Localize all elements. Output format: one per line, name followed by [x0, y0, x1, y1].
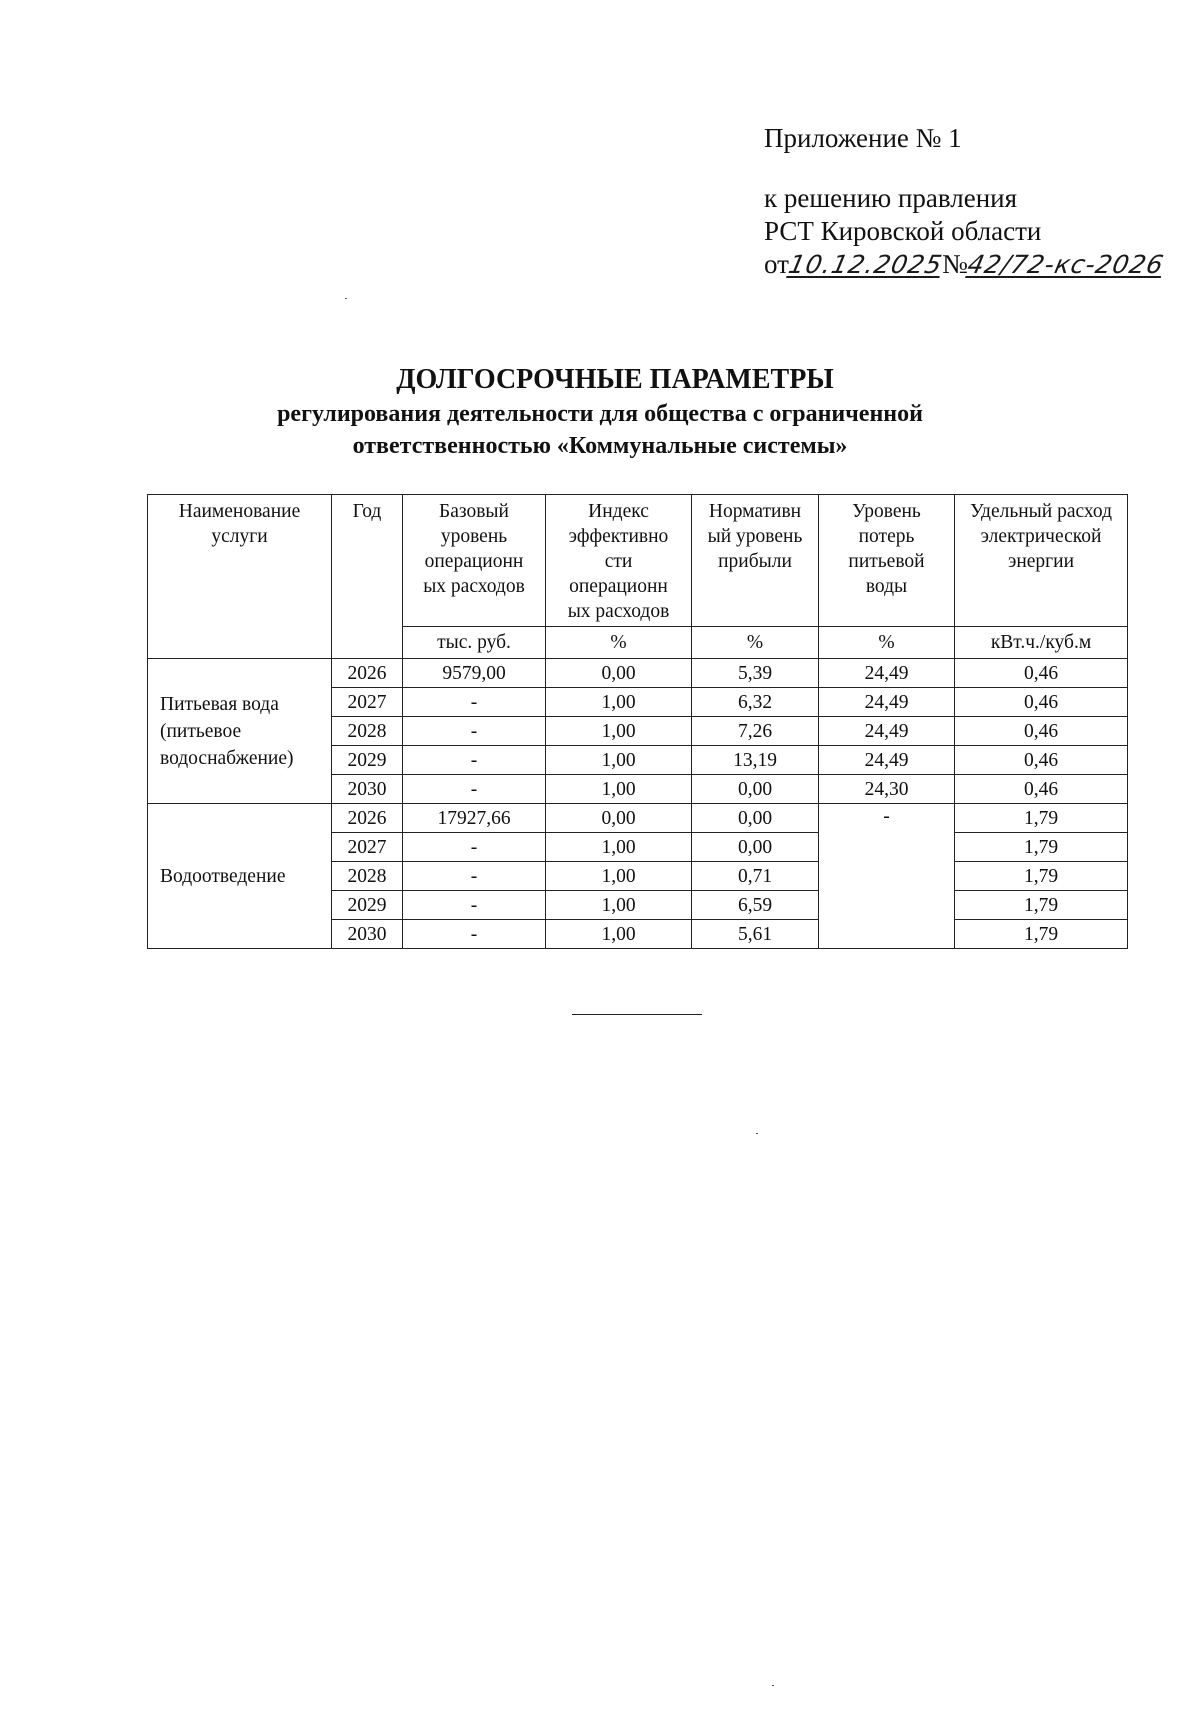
title-sub-2: ответственностью «Коммунальные системы» — [352, 433, 848, 459]
year-cell: 2026 — [332, 804, 403, 833]
energy-cell: 1,79 — [955, 804, 1128, 833]
index-cell: 1,00 — [546, 891, 692, 920]
unit-losses: % — [819, 627, 955, 659]
profit-cell: 0,00 — [692, 833, 819, 862]
profit-cell: 13,19 — [692, 746, 819, 775]
base-cell: - — [403, 717, 546, 746]
parameters-table — [147, 494, 1128, 949]
index-cell: 0,00 — [546, 804, 692, 833]
profit-cell: 7,26 — [692, 717, 819, 746]
profit-cell: 6,59 — [692, 891, 819, 920]
service-water: Питьевая вода (питьевое водоснабжение) — [148, 659, 332, 804]
year-cell: 2030 — [332, 920, 403, 949]
attachment-authority-line: РСТ Кировской области — [764, 216, 1042, 246]
index-cell: 0,00 — [546, 659, 692, 688]
index-cell: 1,00 — [546, 746, 692, 775]
losses-cell: 24,49 — [819, 746, 955, 775]
header-row — [148, 495, 1128, 627]
index-cell: 1,00 — [546, 862, 692, 891]
energy-cell: 1,79 — [955, 833, 1128, 862]
attachment-date-number-line — [764, 248, 1167, 281]
year-cell: 2027 — [332, 833, 403, 862]
number-sign: № — [942, 249, 968, 279]
date-prefix: от — [764, 249, 789, 279]
base-cell: 17927,66 — [403, 804, 546, 833]
title-main: ДОЛГОСРОЧНЫЕ ПАРАМЕТРЫ — [396, 364, 834, 395]
scan-speck — [756, 1133, 758, 1134]
energy-cell: 0,46 — [955, 659, 1128, 688]
base-cell: 9579,00 — [403, 659, 546, 688]
profit-cell: 5,61 — [692, 920, 819, 949]
unit-index: % — [546, 627, 692, 659]
header-year: Год — [332, 495, 403, 659]
losses-cell: 24,30 — [819, 775, 955, 804]
attachment-title: Приложение № 1 — [764, 123, 962, 153]
losses-cell: 24,49 — [819, 688, 955, 717]
profit-cell: 0,00 — [692, 775, 819, 804]
losses-cell: 24,49 — [819, 659, 955, 688]
base-cell: - — [403, 862, 546, 891]
energy-cell: 0,46 — [955, 688, 1128, 717]
losses-cell-merged: - — [819, 804, 955, 949]
table-row — [148, 659, 1128, 688]
base-cell: - — [403, 833, 546, 862]
index-cell: 1,00 — [546, 688, 692, 717]
year-cell: 2028 — [332, 717, 403, 746]
header-service: Наименование услуги — [148, 495, 332, 659]
header-profit: Нормативн ый уровень прибыли — [692, 495, 819, 627]
table-row — [148, 804, 1128, 833]
profit-cell: 0,71 — [692, 862, 819, 891]
base-cell: - — [403, 775, 546, 804]
header-base: Базовый уровень операционн ых расходов — [403, 495, 546, 627]
energy-cell: 0,46 — [955, 775, 1128, 804]
base-cell: - — [403, 920, 546, 949]
base-cell: - — [403, 746, 546, 775]
unit-energy: кВт.ч./куб.м — [955, 627, 1128, 659]
base-cell: - — [403, 688, 546, 717]
header-energy: Удельный расход электрической энергии — [955, 495, 1128, 627]
attachment-decision-line: к решению правления — [764, 183, 1018, 213]
energy-cell: 1,79 — [955, 920, 1128, 949]
year-cell: 2029 — [332, 746, 403, 775]
closing-divider — [572, 1014, 702, 1015]
attachment-block — [764, 122, 1167, 281]
index-cell: 1,00 — [546, 920, 692, 949]
title-sub-1: регулирования деятельности для общества с ограниченной — [277, 401, 923, 427]
profit-cell: 5,39 — [692, 659, 819, 688]
year-cell: 2029 — [332, 891, 403, 920]
scan-speck — [772, 1685, 774, 1686]
unit-profit: % — [692, 627, 819, 659]
profit-cell: 0,00 — [692, 804, 819, 833]
unit-base: тыс. руб. — [403, 627, 546, 659]
base-cell: - — [403, 891, 546, 920]
scan-speck — [345, 298, 347, 299]
handwritten-number: 42/72-кс-2026 — [964, 250, 1167, 279]
energy-cell: 1,79 — [955, 862, 1128, 891]
year-cell: 2028 — [332, 862, 403, 891]
profit-cell: 6,32 — [692, 688, 819, 717]
energy-cell: 1,79 — [955, 891, 1128, 920]
losses-cell: 24,49 — [819, 717, 955, 746]
index-cell: 1,00 — [546, 717, 692, 746]
index-cell: 1,00 — [546, 775, 692, 804]
document-title — [0, 362, 1200, 462]
year-cell: 2030 — [332, 775, 403, 804]
year-cell: 2027 — [332, 688, 403, 717]
year-cell: 2026 — [332, 659, 403, 688]
energy-cell: 0,46 — [955, 717, 1128, 746]
handwritten-date: 10.12.2025 — [785, 250, 946, 279]
service-sewage: Водоотведение — [148, 804, 332, 949]
index-cell: 1,00 — [546, 833, 692, 862]
energy-cell: 0,46 — [955, 746, 1128, 775]
header-losses: Уровень потерь питьевой воды — [819, 495, 955, 627]
header-index: Индекс эффективно сти операционн ых расходов — [546, 495, 692, 627]
